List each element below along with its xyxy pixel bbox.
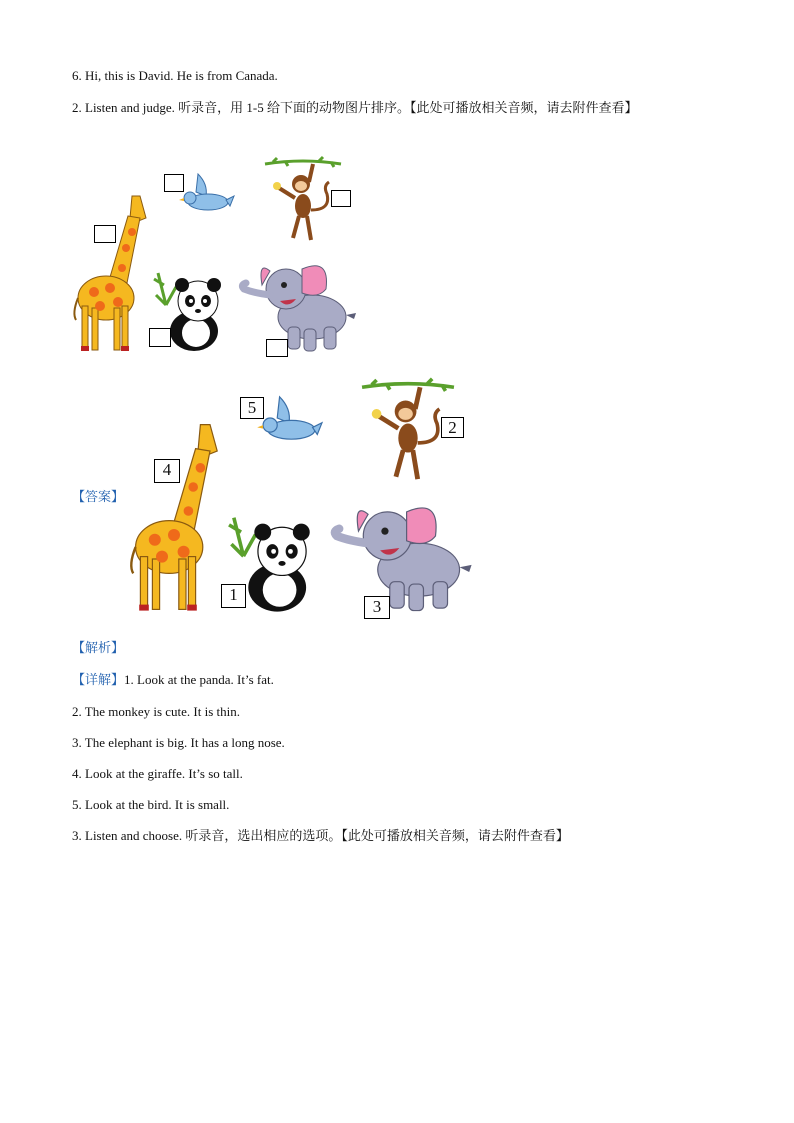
answer-label-monkey: 2 xyxy=(441,417,464,438)
answer-tag: 【答案】 xyxy=(72,489,125,504)
question-2-heading: 2. Listen and judge. 听录音，用 1-5 给下面的动物图片排序。【此处可播放相关音频，请去附件查看】 xyxy=(72,100,638,115)
giraffe-image xyxy=(125,415,235,613)
detail-tag: 【详解】 xyxy=(72,672,125,687)
detail-line-3: 3. The elephant is big. It has a long nose. xyxy=(72,735,285,750)
monkey-image xyxy=(265,158,341,244)
answer-label-panda: 1 xyxy=(221,584,246,608)
bird-image xyxy=(256,392,322,444)
answer-label-elephant: 3 xyxy=(364,596,390,619)
answer-label-bird: 5 xyxy=(240,397,264,419)
answer-box-bird[interactable] xyxy=(164,174,184,192)
answer-box-panda[interactable] xyxy=(149,328,171,347)
answer-box-monkey[interactable] xyxy=(331,190,351,207)
detail-line-2: 2. The monkey is cute. It is thin. xyxy=(72,704,241,719)
line-david-canada: 6. Hi, this is David. He is from Canada. xyxy=(72,68,278,83)
answer-label-giraffe: 4 xyxy=(154,459,180,483)
question-3-heading: 3. Listen and choose. 听录音，选出相应的选项。【此处可播放相关音频，请去附件查看】 xyxy=(72,828,569,843)
analysis-tag: 【解析】 xyxy=(72,640,125,655)
monkey-image xyxy=(362,380,454,484)
giraffe-image xyxy=(70,188,160,353)
panda-image xyxy=(152,265,234,353)
answer-box-elephant[interactable] xyxy=(266,339,288,357)
detail-line-4: 4. Look at the giraffe. It’s so tall. xyxy=(72,766,243,781)
detail-line-5: 5. Look at the bird. It is small. xyxy=(72,797,230,812)
answer-box-giraffe[interactable] xyxy=(94,225,116,243)
panda-image xyxy=(226,508,326,614)
detail-line-1: 【详解】1. Look at the panda. It’s fat. xyxy=(72,672,274,687)
elephant-image xyxy=(240,255,358,353)
elephant-image xyxy=(332,495,474,613)
bird-image xyxy=(178,170,234,214)
